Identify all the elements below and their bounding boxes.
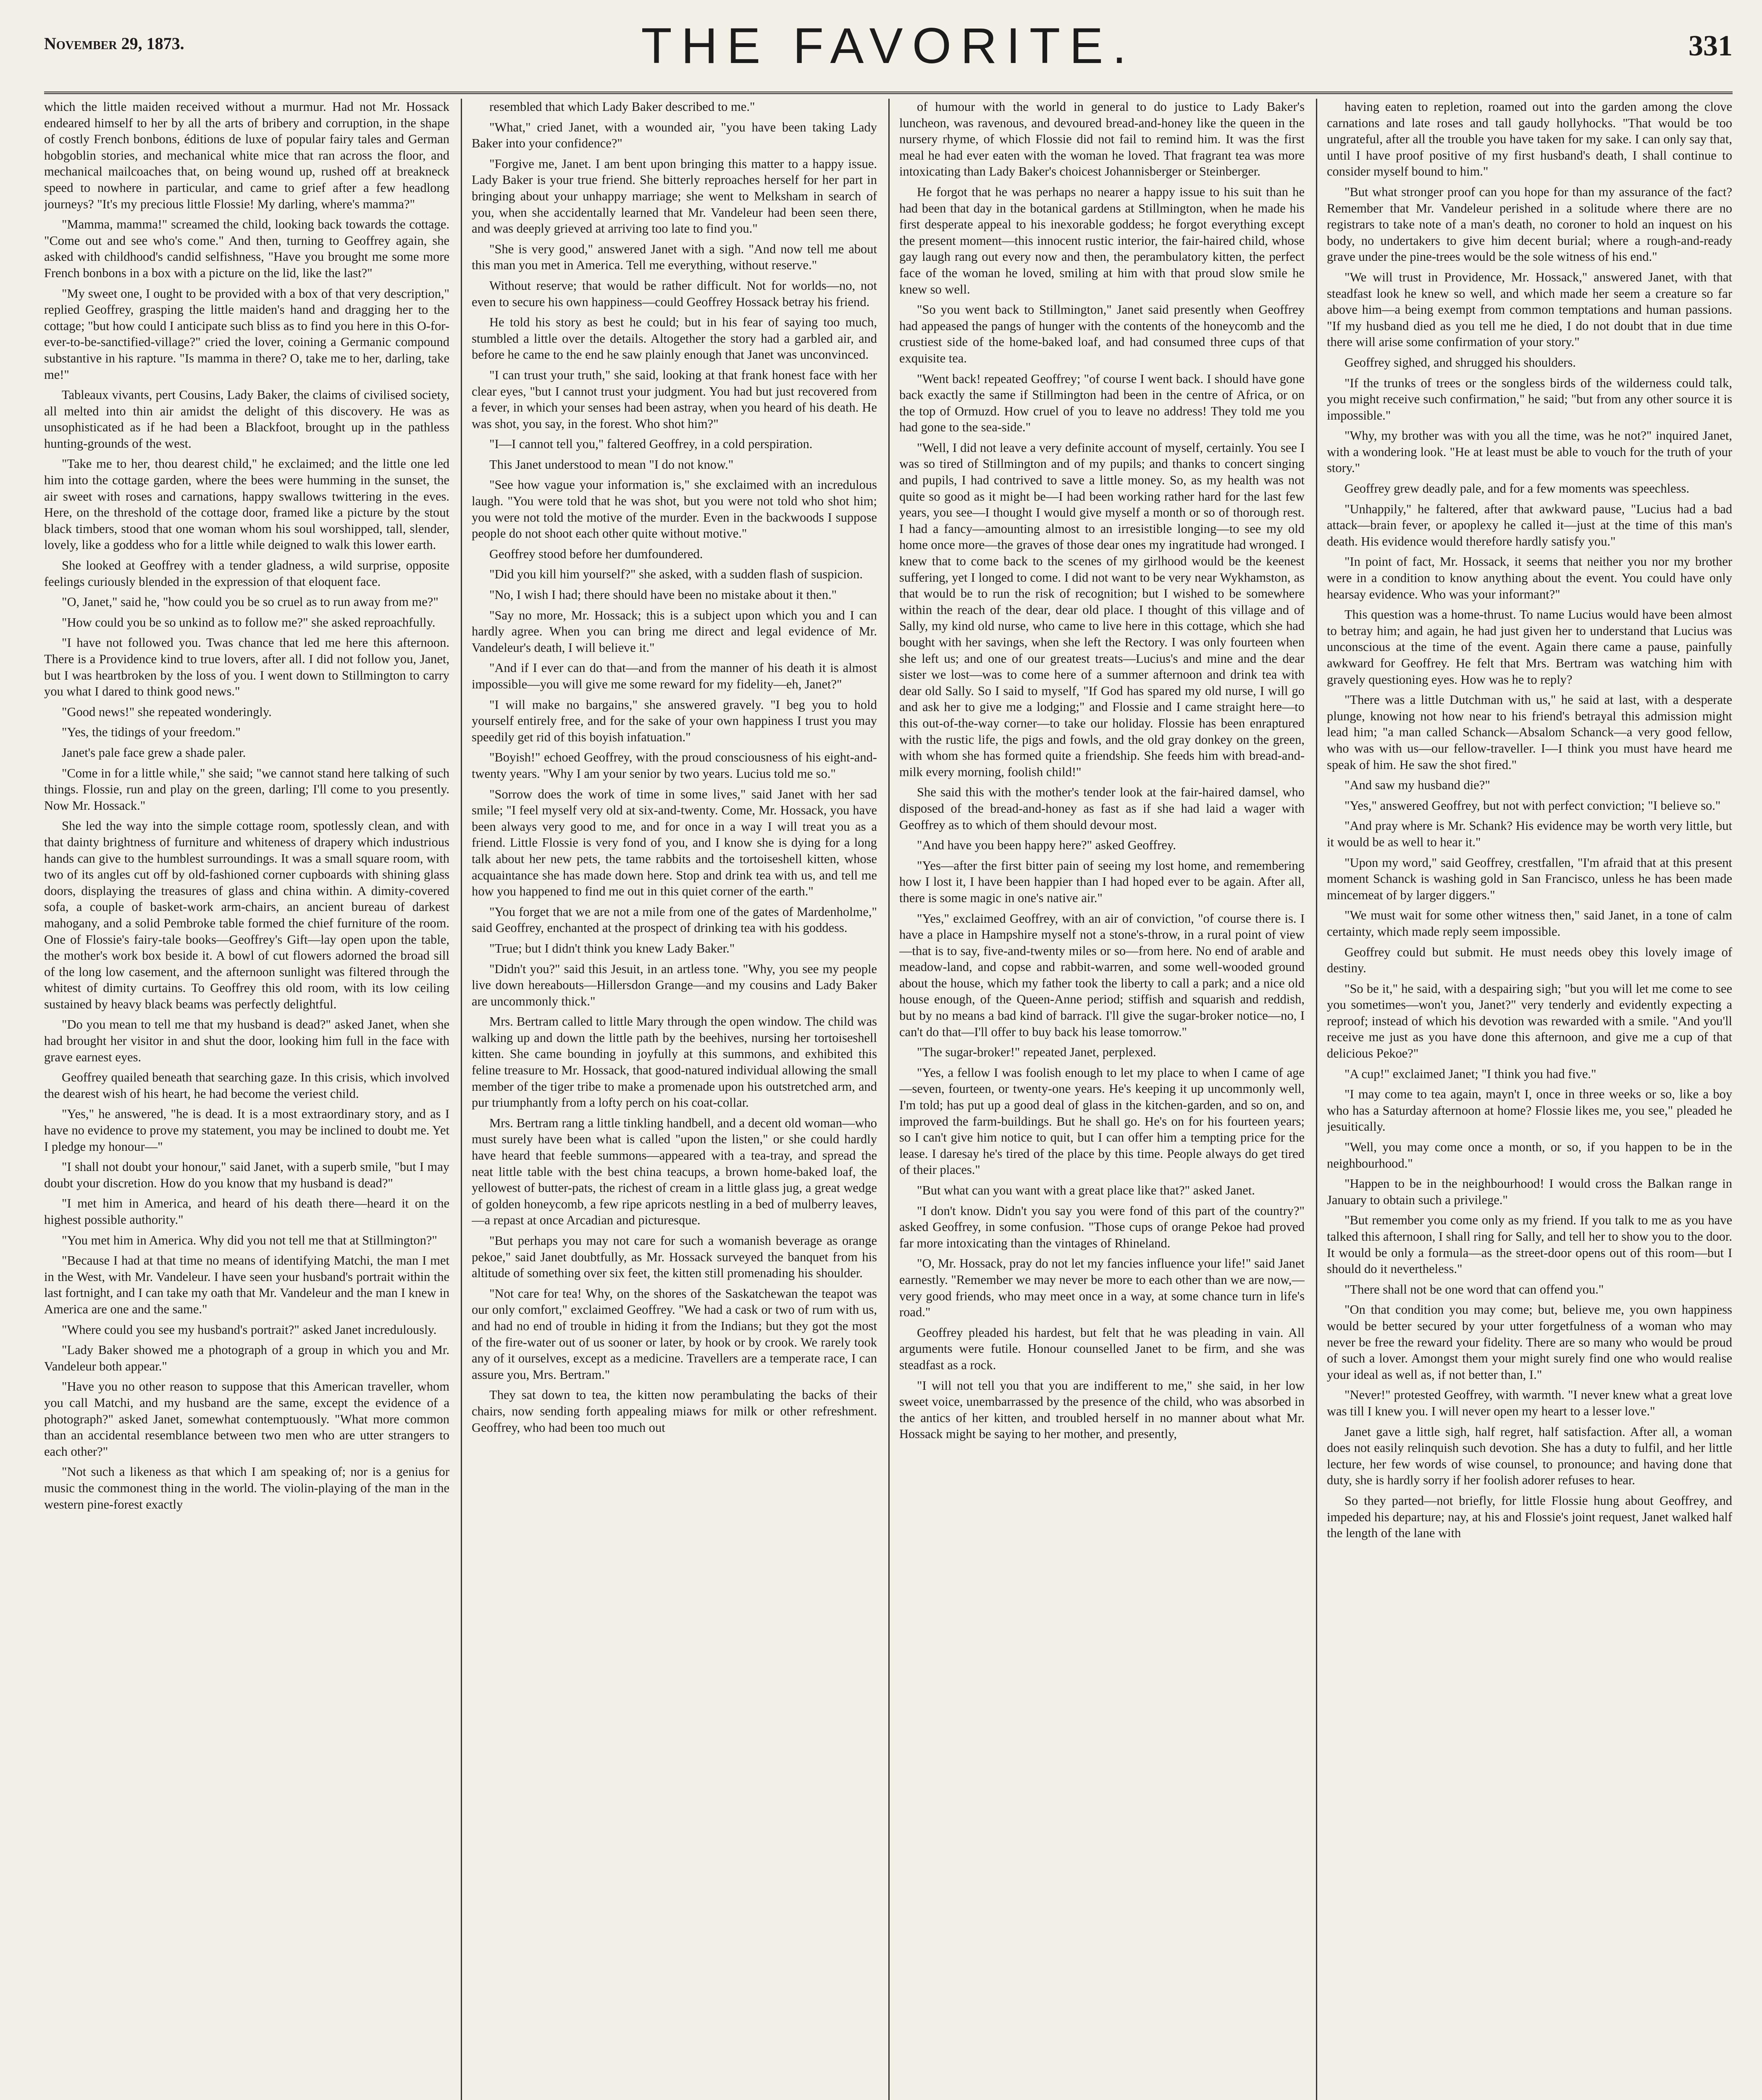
paragraph: Geoffrey could but submit. He must needs obey this lovely image of destiny. xyxy=(1327,945,1732,976)
paragraph: Geoffrey pleaded his hardest, but felt that he was pleading in vain. All arguments were futile. Honour counselled Janet to be firm, and she was steadfast as a rock. xyxy=(899,1325,1305,1372)
paragraph: "Well, you may come once a month, or so, if you happen to be in the neighbourhood." xyxy=(1327,1140,1732,1171)
paragraph: "We must wait for some other witness then," said Janet, in a tone of calm certainty, which made reply seem impossible. xyxy=(1327,908,1732,939)
paragraph: Janet gave a little sigh, half regret, half satisfaction. After all, a woman does not easily relinquish such devotion. She has a duty to fulfil, and her little lecture, her few words of wise counsel, to pronounce; and having done that duty, she is hardly sorry if her foolish adorer refuses to hear. xyxy=(1327,1424,1732,1488)
paragraph: Geoffrey sighed, and shrugged his shoulders. xyxy=(1344,355,1576,370)
paragraph: "Well, I did not leave a very definite account of myself, certainly. You see I was so tired of Stillmington and of my pupils; and thanks to concert singing and pupils, I had contrived to save a little money. So, as my health was not quite so good as it might be—I had been working rather hard for the last few years, you see—I thought I would give myself a month or so of thorough rest. I had a fancy—amounting almost to an irresistible longing—to see my old home once more—the graves of those dear ones my ingratitude had wronged. I knew that to come back to the scenes of my girlhood would be the keenest suffering, yet I longed to come. I did not want to be very near Wykhamston, as that would be to run the risk of recognition; but I wished to be somewhere within the reach of the dear, dear old place. I thought of this village and of Sally, my kind old nurse, who came to live here in this cottage, which she had bought with her savings, when she left the Rectory. I was only fourteen when she left us; and one of our greatest treats—Lucius's and mine and the dear sister we lost—was to come here of a summer afternoon and drink tea with dear old Sally. So I said to myself, "If God has spared my old nurse, I will go and ask her to give me a lodging;" and Flossie and I came straight here—to this out-of-the-way corner—to take our holiday. Flossie has been enraptured with the rustic life, the pigs and fowls, and the old gray donkey on the green, with whom she has formed quite a friendship. She feeds him with bread-and-milk every morning, foolish child!" xyxy=(899,440,1305,779)
paragraph: "I can trust your truth," she said, looking at that frank honest face with her clear eyes, "but I cannot trust your judgment. You had but just recovered from a fever, in which your senses had been astray, when you heard of his death. He was shot, you say, in the forest. Who shot him?" xyxy=(472,368,877,431)
paragraph: "Why, my brother was with you all the time, was he not?" inquired Janet, with a wondering look. "He at least must be able to vouch for the truth of your story." xyxy=(1327,428,1732,475)
paragraph: resembled that which Lady Baker described to me." xyxy=(489,100,755,114)
paragraph: "Yes, a fellow I was foolish enough to let my place to when I came of age—seven, fourteen, or twenty-one years. He's keeping it up uncommonly well, I'm told; has put up a good deal of glass in the kitchen-garden, and so on, and improved the farm-buildings. But he shall go. He's on for his fourteen years; so I can't give him notice to quit, but I can offer him a tempting price for the lease. I daresay he's tired of the place by this time. People always do get tired of their places." xyxy=(899,1065,1305,1177)
paragraph: "Come in for a little while," she said; "we cannot stand here talking of such things. Flossie, run and play on the green, darling; I'll come to you presently. Now Mr. Hossack." xyxy=(44,766,449,813)
paragraph: "There was a little Dutchman with us," he said at last, with a desperate plunge, knowing not how near to his friend's betrayal this admission might lead him; "a man called Schanck—Absalom Schanck—a very good fellow, who was with us—our fellow-traveller. I—I think you must have heard me speak of him. He saw the shot fired." xyxy=(1327,693,1732,772)
masthead-rule xyxy=(44,92,1733,94)
paragraph: "Not care for tea! Why, on the shores of the Saskatchewan the teapot was our only comfort," exclaimed Geoffrey. "We had a cask or two of rum with us, and had no end of trouble in hiding it from the Indians; but they got the most of the fire-water out of us sooner or later, by hook or by crook. We rarely took any of it ourselves, except as a medicine. Travellers are a temperate race, I can assure you, Mrs. Bertram." xyxy=(472,1286,877,1382)
paragraph: which the little maiden received without a murmur. Had not Mr. Hossack endeared himself to her by all the arts of bribery and corruption, in the shape of costly French bonbons, éditions de luxe of popular fairy tales and German hobgoblin stories, and mechanical white mice that ran across the floor, and mechanical mailcoaches that, on being wound up, rushed off at breakneck speed to nowhere in particular, and came to grief after a few headlong journeys? "It's my precious little Flossie! My darling, where's mamma?" xyxy=(44,100,449,211)
paragraph: They sat down to tea, the kitten now perambulating the backs of their chairs, now sending forth appealing miaws for milk or other refreshment. Geoffrey, who had been too much out xyxy=(472,1388,877,1435)
paragraph: of humour with the world in general to do justice to Lady Baker's luncheon, was ravenous, and devoured bread-and-honey like the queen in the nursery rhyme, of which Flossie did not fail to remind him. It was the first meal he had ever eaten with the woman he loved. That fragrant tea was more intoxicating than Lady Baker's choicest Johannisberger or Steinberger. xyxy=(899,100,1305,179)
text-columns xyxy=(44,99,1733,2100)
paragraph: "You met him in America. Why did you not tell me that at Stillmington?" xyxy=(62,1233,437,1247)
paragraph: Geoffrey grew deadly pale, and for a few moments was speechless. xyxy=(1344,481,1689,496)
paragraph: Geoffrey stood before her dumfoundered. xyxy=(489,546,703,561)
paragraph: "Happen to be in the neighbourhood! I would cross the Balkan range in January to obtain such a privilege." xyxy=(1327,1176,1732,1207)
paragraph: "Never!" protested Geoffrey, with warmth. "I never knew what a great love was till I knew you. I will never open my heart to a lesser love." xyxy=(1327,1388,1732,1418)
paragraph: "Unhappily," he faltered, after that awkward pause, "Lucius had a bad attack—brain fever, or apoplexy he called it—just at the time of this man's death. His evidence would therefore hardly satisfy you." xyxy=(1327,501,1732,549)
paragraph: "So you went back to Stillmington," Janet said presently when Geoffrey had appeased the pangs of hunger with the contents of the honeycomb and the crustiest side of the home-baked loaf, and had consumed three cups of that exquisite tea. xyxy=(899,302,1305,365)
paragraph: "So be it," he said, with a despairing sigh; "but you will let me come to see you sometimes—won't you, Janet?" very tenderly and evidently expecting a reproof; instead of which his devotion was rewarded with a smile. "And you'll receive me just as you have done this afternoon, and give me a cup of that delicious Pekoe?" xyxy=(1327,981,1732,1061)
paragraph: "See how vague your information is," she exclaimed with an incredulous laugh. "You were told that he was shot, but you were not told who shot him; you were not told the motive of the murder. Even in the backwoods I suppose people do not shoot each other quite without motive." xyxy=(472,478,877,541)
paragraph: "Yes—after the first bitter pain of seeing my lost home, and remembering how I lost it, I have been happier than I had hoped ever to be again. After all, there is some magic in one's native air." xyxy=(899,858,1305,905)
column-divider xyxy=(888,99,890,2100)
paragraph: "Boyish!" echoed Geoffrey, with the proud consciousness of his eight-and-twenty years. "Why I am your senior by two years. Lucius told me so." xyxy=(472,750,877,781)
paragraph: "But what stronger proof can you hope for than my assurance of the fact? Remember that Mr. Vandeleur perished in a solitude where there are no registrars to take note of a man's death, no coroner to hold an inquest on his body, no undertakers to give him decent burial; where a rough-and-ready grave under the pine-trees would be the sole witness of his end." xyxy=(1327,184,1732,264)
paragraph: "My sweet one, I ought to be provided with a box of that very description," replied Geoffrey, grasping the little maiden's hand and dragging her to the cottage; "but how could I anticipate such bliss as to find you here in this O-for-ever-to-be-sanctified-village?" cried the lover, coining a Germanic compound substantive in his rapture. "Is mamma in there? O, take me to her, darling, take me!" xyxy=(44,286,449,382)
paragraph: He told his story as best he could; but in his fear of saying too much, stumbled a little over the details. Altogether the story had a garbled air, and before he came to the end he saw plainly enough that Janet was unconvinced. xyxy=(472,315,877,362)
issue-date: November 29, 1873. xyxy=(44,34,184,53)
paragraph: "I don't know. Didn't you say you were fond of this part of the country?" asked Geoffrey, in some confusion. "Those cups of orange Pekoe had proved far more intoxicating than the vintages of Rhineland. xyxy=(899,1203,1305,1250)
paragraph: "Good news!" she repeated wonderingly. xyxy=(62,704,272,719)
paragraph: "I shall not doubt your honour," said Janet, with a superb smile, "but I may doubt your discretion. How do you know that my husband is dead?" xyxy=(44,1160,449,1190)
column-4 xyxy=(1327,99,1732,2100)
paragraph: "Because I had at that time no means of identifying Matchi, the man I met in the West, with Mr. Vandeleur. I have seen your husband's portrait within the last fortnight, and I can take my oath that Mr. Vandeleur and the man I knew in America are one and the same." xyxy=(44,1253,449,1316)
masthead xyxy=(44,13,1733,97)
paragraph: She led the way into the simple cottage room, spotlessly clean, and with that dainty brightness of furniture and whiteness of drapery which industrious hands can give to the humblest surroundings. It was a small square room, with two of its angles cut off by old-fashioned corner cupboards with shining glass doors, displaying the treasures of glass and china within. A dimity-covered sofa, a couple of basket-work arm-chairs, an ancient bureau of darkest mahogany, and a solid Pembroke table formed the chief furniture of the room. One of Flossie's fairy-tale books—Geoffrey's Gift—lay open upon the table, the mother's work box beside it. A bowl of cut flowers adorned the broad sill of the long low casement, and the afternoon sunlight was filtered through the whitest of dimity curtains. To Geoffrey this old room, with its low ceiling sustained by heavy black beams was perfectly delightful. xyxy=(44,819,449,1011)
paragraph: "Went back! repeated Geoffrey; "of course I went back. I should have gone back exactly the same if Stillmington had been in the centre of Africa, or on the top of Ormuzd. How cruel of you to leave no address! They told me you had gone to the sea-side." xyxy=(899,371,1305,435)
paragraph: "True; but I didn't think you knew Lady Baker." xyxy=(489,941,735,956)
paragraph: "Did you kill him yourself?" she asked, with a sudden flash of suspicion. xyxy=(489,567,863,582)
column-3 xyxy=(899,99,1305,2100)
paragraph: having eaten to repletion, roamed out into the garden among the clove carnations and late roses and tall gaudy hollyhocks. "That would be too ungrateful, after all the trouble you have taken for my sake. I can only say that, until I have proof positive of my first husband's death, I shall continue to consider myself bound to him." xyxy=(1327,100,1732,179)
column-2 xyxy=(472,99,877,2100)
paragraph: "Mamma, mamma!" screamed the child, looking back towards the cottage. "Come out and see who's come." And then, turning to Geoffrey again, she asked with childhood's candid selfishness, "Have you brought me some more French bonbons in a box with a picture on the lid, like the last?" xyxy=(44,217,449,280)
paragraph: "Do you mean to tell me that my husband is dead?" asked Janet, when she had brought her visitor in and shut the door, looking him full in the face with grave earnest eyes. xyxy=(44,1017,449,1064)
paragraph: "I may come to tea again, mayn't I, once in three weeks or so, like a boy who has a Saturday afternoon at home? Flossie likes me, you see," pleaded he jesuitically. xyxy=(1327,1087,1732,1134)
column-divider xyxy=(1316,99,1317,2100)
paragraph: "We will trust in Providence, Mr. Hossack," answered Janet, with that steadfast look he knew so well, and which made her seem a creature so far above him—a being exempt from common temptations and human passions. "If my husband died as you tell me he died, I do not doubt that in due time there will arise some confirmation of your story." xyxy=(1327,270,1732,349)
paragraph: "Take me to her, thou dearest child," he exclaimed; and the little one led him into the cottage garden, where the bees were humming in the sunset, the air sweet with roses and carnations, happy swallows twittering in the eves. Here, on the threshold of the cottage door, framed like a picture by the stout black timbers, stood that one woman whom his soul worshipped, tall, slender, lovely, like a goddess who for a little while deigned to walk this lower earth. xyxy=(44,457,449,552)
paragraph: "Upon my word," said Geoffrey, crestfallen, "I'm afraid that at this present moment Schanck is washing gold in San Francisco, unless he has been made mincemeat of by larger diggers." xyxy=(1327,855,1732,902)
paragraph: Tableaux vivants, pert Cousins, Lady Baker, the claims of civilised society, all melted into thin air amidst the delight of this discovery. He was as unsophisticated as if he had been a Blackfoot, brought up in the pathless hunting-grounds of the west. xyxy=(44,388,449,451)
paragraph: She said this with the mother's tender look at the fair-haired damsel, who disposed of the bread-and-honey as fast as if she had laid a wager with Geoffrey as to which of them should devour most. xyxy=(899,785,1305,832)
column-1 xyxy=(44,99,449,2100)
paragraph: Mrs. Bertram called to little Mary through the open window. The child was walking up and down the little path by the beehives, nursing her tortoiseshell kitten. She came bounding in joyfully at this summons, and exhibited this feline treasure to Mr. Hossack, that good-natured individual allowing the small member of the tiger tribe to make a promenade upon his outstretched arm, and pur triumphantly from a lofty perch on his coat-collar. xyxy=(472,1014,877,1110)
paragraph: So they parted—not briefly, for little Flossie hung about Geoffrey, and impeded his departure; nay, at his and Flossie's joint request, Janet walked half the length of the lane with xyxy=(1327,1493,1732,1541)
paragraph: "Yes," he answered, "he is dead. It is a most extraordinary story, and as I have no evidence to prove my statement, you may be inclined to doubt me. Yet I pledge my honour—" xyxy=(44,1107,449,1154)
paragraph: "Sorrow does the work of time in some lives," said Janet with her sad smile; "I feel myself very old at six-and-twenty. Come, Mr. Hossack, you have been always very good to me, and for once in a way I will treat you as a friend. Little Flossie is very fond of you, and I know she is dying for a long talk about her new pets, the tame rabbits and the tortoiseshell kitten, whose acquaintance she has made down here. Stop and drink tea with us, and tell me how you happened to find me out in this quiet corner of the earth." xyxy=(472,787,877,899)
paragraph: "Lady Baker showed me a photograph of a group in which you and Mr. Vandeleur both appear." xyxy=(44,1343,449,1373)
paragraph: Without reserve; that would be rather difficult. Not for worlds—no, not even to secure his own happiness—could Geoffrey Hossack betray his friend. xyxy=(472,278,877,309)
paragraph: "But remember you come only as my friend. If you talk to me as you have talked this afternoon, I shall ring for Sally, and tell her to show you to the door. It would be only a formula—as the street-door opens out of this room—but I should do it nevertheless." xyxy=(1327,1213,1732,1276)
paragraph: This Janet understood to mean "I do not know." xyxy=(489,457,734,472)
paragraph: "On that condition you may come; but, believe me, you own happiness would be better secured by your utter forgetfulness of a woman who may never be free the reward your fidelity. There are so many who would be proud of such a lover. Amongst them your might surely find one who would realise your ideal as well as, if not better than, I." xyxy=(1327,1302,1732,1382)
paragraph: "Say no more, Mr. Hossack; this is a subject upon which you and I can hardly agree. When you can bring me direct and legal evidence of Mr. Vandeleur's death, I will believe it." xyxy=(472,608,877,655)
paragraph: "O, Mr. Hossack, pray do not let my fancies influence your life!" said Janet earnestly. "Remember we may never be more to each other than we are now,—very good friends, who may meet once in a way, at some chance turn in life's road." xyxy=(899,1256,1305,1320)
paragraph: "In point of fact, Mr. Hossack, it seems that neither you nor my brother were in a condition to know anything about the event. You could have only hearsay evidence. Who was your informant?" xyxy=(1327,554,1732,601)
paragraph: "And saw my husband die?" xyxy=(1344,778,1490,793)
paragraph: Mrs. Bertram rang a little tinkling handbell, and a decent old woman—who must surely have been what is called "upon the listen," or she could hardly have heard that feeble summons—appeared with a tea-tray, and spread the neat little table with the best china teacups, a brown home-baked loaf, the yellowest of butter-pats, the richest of cream in a little glass jug, a great wedge of golden honeycomb, a few ripe apricots nestling in a bed of mulberry leaves,—a repast at once Arcadian and picturesque. xyxy=(472,1116,877,1228)
paragraph: "No, I wish I had; there should have been no mistake about it then." xyxy=(489,588,837,602)
paragraph: "Where could you see my husband's portrait?" asked Janet incredulously. xyxy=(62,1322,437,1337)
paragraph: "And pray where is Mr. Schank? His evidence may be worth very little, but it would be as well to hear it." xyxy=(1327,819,1732,849)
paragraph: "But perhaps you may not care for such a womanish beverage as orange pekoe," said Janet doubtfully, as Mr. Hossack surveyed the banquet from his altitude of something over six feet, the kitten still promenading his shoulder. xyxy=(472,1234,877,1281)
paragraph: Geoffrey quailed beneath that searching gaze. In this crisis, which involved the dearest wish of his heart, he had become the veriest child. xyxy=(44,1070,449,1101)
paragraph: "And if I ever can do that—and from the manner of his death it is almost impossible—you will give me some reward for my fidelity—eh, Janet?" xyxy=(472,661,877,691)
paragraph: "Yes, the tidings of your freedom." xyxy=(62,725,241,740)
paragraph: "I have not followed you. Twas chance that led me here this afternoon. There is a Providence kind to true lovers, after all. I did not follow you, Janet, but I was heartbroken by the loss of you. I went down to Stillmington to carry you what I dared to think good news." xyxy=(44,635,449,699)
paragraph: "I will not tell you that you are indifferent to me," she said, in her low sweet voice, unembarrassed by the presence of the child, who was absorbed in the antics of her kitten, and troubled herself in no manner about what Mr. Hossack might be saying to her mother, and presently, xyxy=(899,1378,1305,1441)
paragraph: "There shall not be one word that can offend you." xyxy=(1344,1282,1604,1297)
paragraph: Janet's pale face grew a shade paler. xyxy=(62,745,246,760)
paragraph: "Have you no other reason to suppose that this American traveller, whom you call Matchi, and my husband are the same, except the evidence of a photograph?" asked Janet, somewhat contemptuously. "What more common than an accidental resemblance between two men who are utter strangers to each other?" xyxy=(44,1379,449,1459)
paragraph: "What," cried Janet, with a wounded air, "you have been taking Lady Baker into your confidence?" xyxy=(472,120,877,151)
paragraph: "If the trunks of trees or the songless birds of the wilderness could talk, you might receive such confirmation," he said; "but from any other source it is impossible." xyxy=(1327,375,1732,423)
paragraph: "Forgive me, Janet. I am bent upon bringing this matter to a happy issue. Lady Baker is your true friend. She bitterly reproaches herself for her part in bringing about your unhappy marriage; she went to Melksham in search of you, when she accidentally learned that Mr. Vandeleur had been seen there, and was deeply grieved at arriving too late to find you." xyxy=(472,156,877,236)
page-number: 331 xyxy=(1688,30,1733,62)
paragraph: "Yes," exclaimed Geoffrey, with an air of conviction, "of course there is. I have a place in Hampshire myself not a stone's-throw, in a rural point of view—that is to say, five-and-twenty miles or so—from here. No end of arable and meadow-land, and copse and rabbit-warren, and some well-wooded ground about the house, which my father took the liberty to call a park; and a nice old house enough, of the Queen-Anne period; stiffish and squarish and reddish, but by no means a bad kind of barrack. I'll give the sugar-broker notice—no, I can't do that—I'll offer to buy back his lease tomorrow." xyxy=(899,911,1305,1039)
paragraph: "A cup!" exclaimed Janet; "I think you had five." xyxy=(1344,1066,1597,1081)
paragraph: This question was a home-thrust. To name Lucius would have been almost to betray him; and again, he had just given her to understand that Lucius was unconscious at the time of the event. Again there came a pause, painfully awkward for Geoffrey. He felt that Mrs. Bertram was watching him with gravely questioning eyes. How was he to reply? xyxy=(1327,607,1732,687)
paragraph: "Yes," answered Geoffrey, but not with perfect conviction; "I believe so." xyxy=(1344,798,1721,813)
paragraph: "But what can you want with a great place like that?" asked Janet. xyxy=(917,1183,1255,1197)
paragraph: He forgot that he was perhaps no nearer a happy issue to his suit than he had been that day in the botanical gardens at Stillmington, when he made his first desperate appeal to his inexorable goddess; he forgot everything except the present moment—this innocent rustic interior, the fair-haired child, whose gay laugh rang out every now and then, the perambulatory kitten, the perfect face of the woman he loved, smiling at him with that proud slow smile he knew so well. xyxy=(899,184,1305,297)
paragraph: "I met him in America, and heard of his death there—heard it on the highest possible authority." xyxy=(44,1196,449,1227)
paragraph: "Didn't you?" said this Jesuit, in an artless tone. "Why, you see my people live down hereabouts—Hillersdon Grange—and my cousins and Lady Baker are uncommonly thick." xyxy=(472,961,877,1008)
paragraph: "Not such a likeness as that which I am speaking of; nor is a genius for music the commonest thing in the world. The violin-playing of the man in the western pine-forest exactly xyxy=(44,1465,449,1512)
paragraph: "You forget that we are not a mile from one of the gates of Mardenholme," said Geoffrey, enchanted at the prospect of drinking tea with his goddess. xyxy=(472,904,877,935)
paragraph: "The sugar-broker!" repeated Janet, perplexed. xyxy=(917,1045,1156,1060)
paragraph: "I will make no bargains," she answered gravely. "I beg you to hold yourself entirely free, and for the sake of your own happiness I trust you may speedily get rid of this boyish infatuation." xyxy=(472,697,877,744)
column-divider xyxy=(461,99,462,2100)
paragraph: "How could you be so unkind as to follow me?" she asked reproachfully. xyxy=(62,615,436,630)
paragraph: "She is very good," answered Janet with a sigh. "And now tell me about this man you met in America. Tell me everything, without reserve." xyxy=(472,242,877,273)
paragraph: She looked at Geoffrey with a tender gladness, a wild surprise, opposite feelings curiously blended in the expression of that eloquent face. xyxy=(44,558,449,589)
paragraph: "O, Janet," said he, "how could you be so cruel as to run away from me?" xyxy=(62,595,439,609)
publication-title: THE FAVORITE. xyxy=(641,18,1136,74)
paragraph: "I—I cannot tell you," faltered Geoffrey, in a cold perspiration. xyxy=(489,437,813,452)
paragraph: "And have you been happy here?" asked Geoffrey. xyxy=(917,838,1176,853)
